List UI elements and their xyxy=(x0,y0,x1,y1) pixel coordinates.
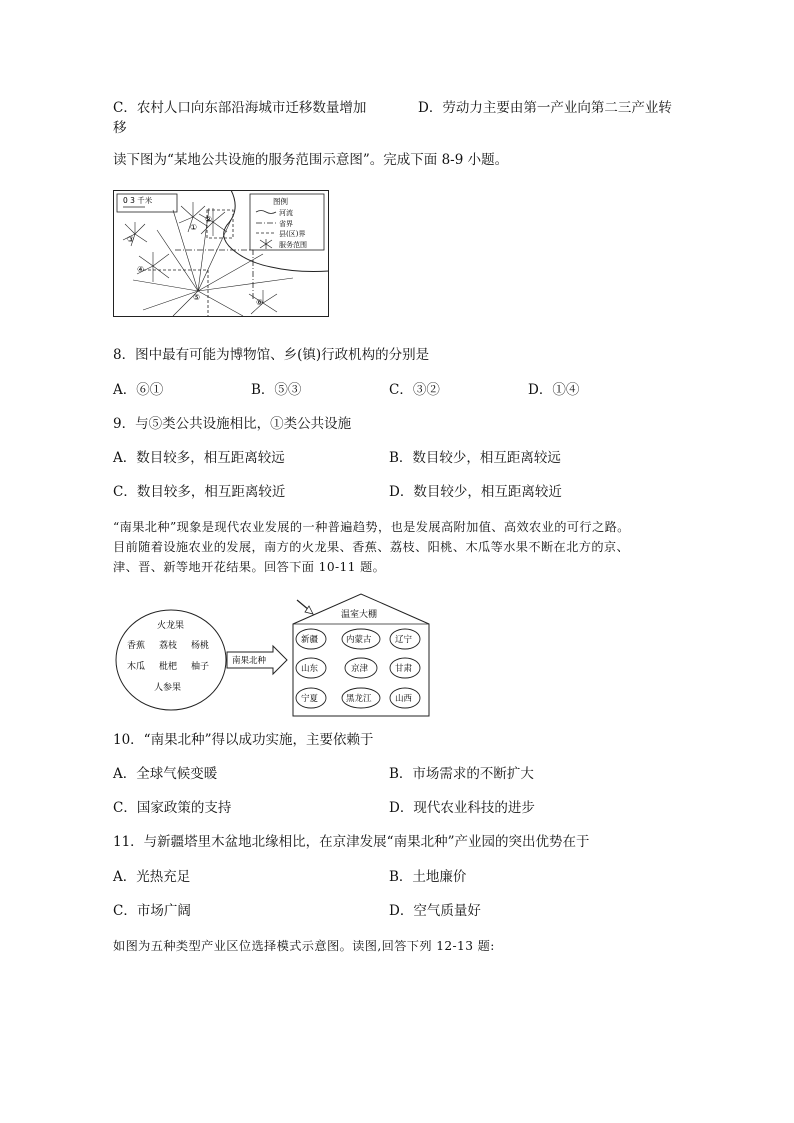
region-6: 甘肃 xyxy=(395,664,413,674)
region-3: 辽宁 xyxy=(395,635,413,645)
q9-option-b: B．数目较少，相互距离较远 xyxy=(389,450,561,466)
q10-option-d: D．现代农业科技的进步 xyxy=(389,800,535,816)
fruit-4: 杨桃 xyxy=(191,641,210,651)
q9-stem: 9．与⑤类公共设施相比，①类公共设施 xyxy=(113,416,352,432)
q11-option-a: A．光热充足 xyxy=(113,869,191,885)
region-1: 新疆 xyxy=(301,635,319,645)
fruit-7: 柚子 xyxy=(191,662,210,672)
region-2: 内蒙古 xyxy=(346,635,372,645)
fruit-2: 香蕉 xyxy=(127,641,146,651)
house-title: 温室大棚 xyxy=(341,610,378,620)
intro-8-9: 读下图为“某地公共设施的服务范围示意图”。完成下面 8-9 小题。 xyxy=(113,152,509,168)
q9-option-c: C．数目较多，相互距离较近 xyxy=(113,484,286,500)
q8-option-d: D．①④ xyxy=(528,382,580,398)
region-9: 山西 xyxy=(395,694,413,704)
fruit-diagram xyxy=(115,590,433,718)
region-7: 宁夏 xyxy=(301,694,319,704)
q7-option-d: D．劳动力主要由第一产业向第二三产业转 xyxy=(418,100,672,116)
map-label-6: ⑥ xyxy=(256,298,264,307)
fruit-6: 枇杷 xyxy=(159,662,178,672)
legend-title: 图例 xyxy=(273,197,288,206)
map-label-1: ① xyxy=(190,223,198,232)
fruit-1: 火龙果 xyxy=(157,621,185,631)
q11-option-b: B．土地廉价 xyxy=(389,869,467,885)
q8-option-a: A．⑥① xyxy=(113,382,164,398)
q10-option-a: A．全球气候变暖 xyxy=(113,766,218,782)
region-4: 山东 xyxy=(301,664,319,674)
q8-stem: 8．图中最有可能为博物馆、乡(镇)行政机构的分别是 xyxy=(113,347,430,363)
q11-option-c: C．市场广阔 xyxy=(113,903,191,919)
arrow-label: 南果北种 xyxy=(232,656,267,666)
region-8: 黑龙江 xyxy=(346,694,372,704)
intro-10-11-line3: 津、晋、新等地开花结果。回答下面 10-11 题。 xyxy=(113,560,386,574)
map-label-2: ② xyxy=(205,215,213,224)
q9-option-a: A．数目较多，相互距离较远 xyxy=(113,450,285,466)
q8-option-b: B．⑤③ xyxy=(251,382,302,398)
region-5: 京津 xyxy=(351,664,369,674)
fruit-3: 荔枝 xyxy=(159,641,178,651)
map-label-5: ⑤ xyxy=(193,293,201,302)
legend-river: 河流 xyxy=(279,209,293,217)
intro-10-11-line2: 目前随着设施农业的发展，南方的火龙果、香蕉、荔枝、阳桃、木瓜等水果不断在北方的京、 xyxy=(113,540,630,554)
q7-option-c: C．农村人口向东部沿海城市迁移数量增加 xyxy=(113,100,367,116)
map-scale: 0 3 千米 xyxy=(123,196,153,205)
q7-option-d-wrap: 移 xyxy=(113,120,127,136)
q11-stem: 11．与新疆塔里木盆地北缘相比，在京津发展“南果北种”产业园的突出优势在于 xyxy=(113,834,590,850)
fruit-8: 人参果 xyxy=(154,683,182,693)
service-range-map xyxy=(113,190,329,317)
q10-stem: 10．“南果北种”得以成功实施，主要依赖于 xyxy=(113,732,374,748)
q11-option-d: D．空气质量好 xyxy=(389,903,481,919)
map-label-4: ④ xyxy=(137,265,145,274)
legend-county: 县(区)界 xyxy=(279,230,306,238)
intro-10-11-line1: “南果北种”现象是现代农业发展的一种普遍趋势，也是发展高附加值、高效农业的可行之路。 xyxy=(113,520,630,534)
q9-option-d: D．数目较少，相互距离较近 xyxy=(389,484,562,500)
intro-12-13: 如图为五种类型产业区位选择模式示意图。读图,回答下列 12-13 题: xyxy=(113,939,495,953)
q10-option-c: C．国家政策的支持 xyxy=(113,800,232,816)
q10-option-b: B．市场需求的不断扩大 xyxy=(389,766,534,782)
fruit-5: 木瓜 xyxy=(127,662,146,672)
map-label-3: ③ xyxy=(127,235,135,244)
q8-option-c: C．③② xyxy=(389,382,440,398)
legend-service: 服务范围 xyxy=(279,241,307,249)
legend-province: 省界 xyxy=(279,220,293,228)
